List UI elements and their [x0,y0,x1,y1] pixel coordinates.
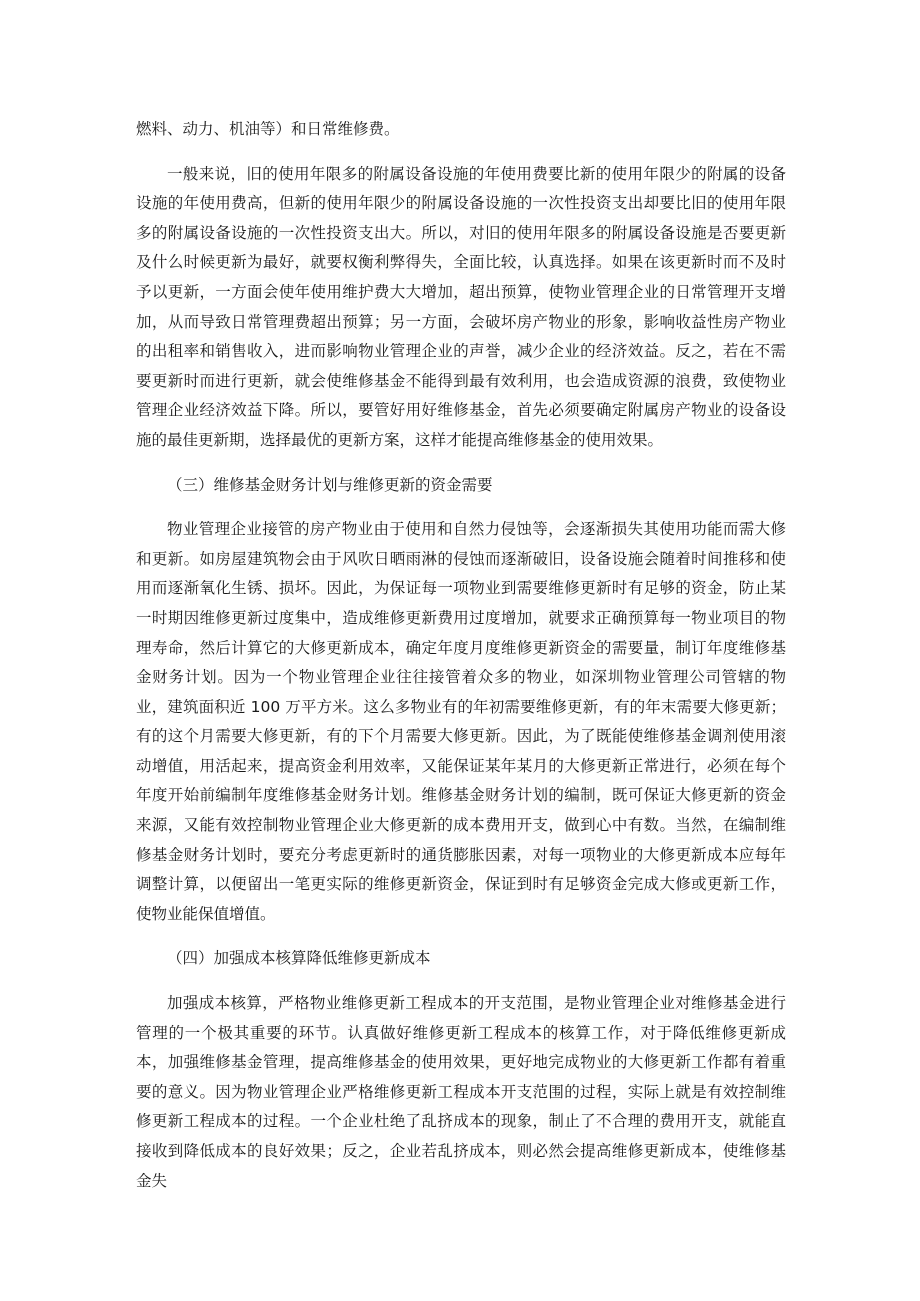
paragraph-gap [136,145,786,160]
paragraph-gap [136,500,786,515]
paragraph-financial-plan: 物业管理企业接管的房产物业由于使用和自然力侵蚀等，会逐渐损失其使用功能而需大修和更新。如房屋建筑物会由于风吹日晒雨淋的侵蚀而逐渐破旧，设备设施会随着时间推移和使用而逐渐氧化生锈、损坏。因此，为保证每一项物业到需要维修更新时有足够的资金，防止某一时期因维修更新过度集中，造成维修更新费用过度增加，就要求正确预算每一物业项目的物理寿命，然后计算它的大修更新成本，确定年度月度维修更新资金的需要量，制订年度维修基金财务计划。因为一个物业管理企业往往接管着众多的物业，如深圳物业管理公司管辖的物业，建筑面积近 100 万平方米。这么多物业有的年初需要维修更新，有的年末需要大修更新；有的这个月需要大修更新，有的下个月需要大修更新。因此，为了既能使维修基金调剂使用滚动增值，用活起来，提高资金利用效率，又能保证某年某月的大修更新正常进行，必须在每个年度开始前编制年度维修基金财务计划。维修基金财务计划的编制，既可保证大修更新的资金来源，又能有效控制物业管理企业大修更新的成本费用开支，做到心中有数。当然，在编制维修基金财务计划时，要充分考虑更新时的通货膨胀因素，对每一项物业的大修更新成本应每年调整计算，以便留出一笔更实际的维修更新资金，保证到时有足够资金完成大修或更新工作，使物业能保值增值。 [136,520,786,923]
paragraph-equipment-renewal: 一般来说，旧的使用年限多的附属设备设施的年使用费要比新的使用年限少的附属的设备设施的年使用费高，但新的使用年限少的附属设备设施的一次性投资支出却要比旧的使用年限多的附属设备设施的一次性投资支出大。所以，对旧的使用年限多的附属设备设施是否要更新及什么时候更新为最好，就要权衡利弊得失，全面比较，认真选择。如果在该更新时而不及时予以更新，一方面会使年使用维护费大大增加，超出预算，使物业管理企业的日常管理开支增加，从而导致日常管理费超出预算；另一方面，会破坏房产物业的形象，影响收益性房产物业的出租率和销售收入，进而影响物业管理企业的声誉，减少企业的经济效益。反之，若在不需要更新时而进行更新，就会使维修基金不能得到最有效利用，也会造成资源的浪费，致使物业管理企业经济效益下降。所以，要管好用好维修基金，首先必须要确定附属房产物业的设备设施的最佳更新期，选择最优的更新方案，这样才能提高维修基金的使用效果。 [136,164,786,449]
paragraph-continuation: 燃料、动力、机油等）和日常维修费。 [136,120,400,138]
document-body [136,115,786,1196]
paragraph-gap [136,456,786,471]
paragraph-cost-accounting: 加强成本核算，严格物业维修更新工程成本的开支范围，是物业管理企业对维修基金进行管理的一个极其重要的环节。认真做好维修更新工程成本的核算工作，对于降低维修更新成本，加强维修基金管理，提高维修基金的使用效果，更好地完成物业的大修更新工作都有着重要的意义。因为物业管理企业严格维修更新工程成本开支范围的过程，实际上就是有效控制维修更新工程成本的过程。一个企业杜绝了乱挤成本的现象，制止了不合理的费用开支，就能直接收到降低成本的良好效果；反之，企业若乱挤成本，则必然会提高维修更新成本，使维修基金失 [136,994,786,1190]
paragraph-gap [136,974,786,989]
paragraph-gap [136,929,786,944]
section-heading-3: （三）维修基金财务计划与维修更新的资金需要 [167,475,493,494]
section-heading-4: （四）加强成本核算降低维修更新成本 [167,949,431,968]
